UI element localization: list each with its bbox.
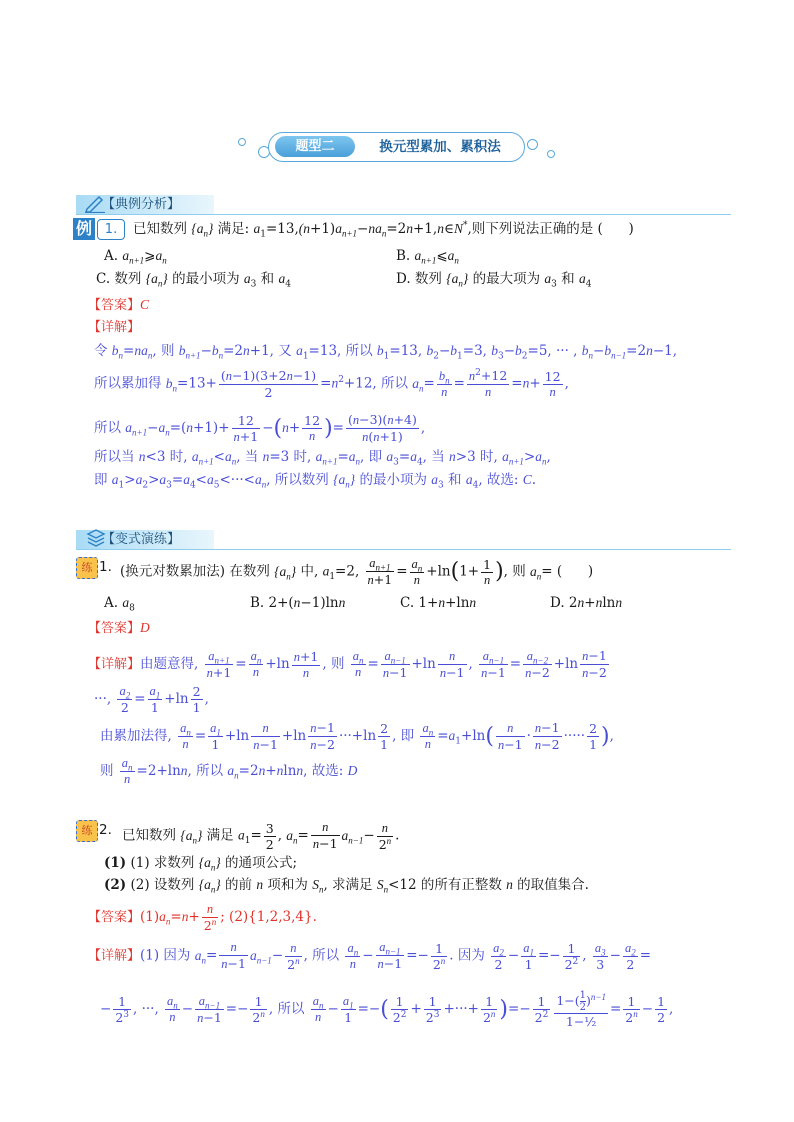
practice1-solution-line3: 由累加法得, $\frac{a_n}{n}$ = $\frac{a_1}{1}$ +ln $\frac{n}{n-1}$ +ln $\frac{n-1}{n-2}$ ···+ln $\frac{2}{1}$ , 即 $\frac{a_n}{n}$ $=a_1+\ln$( $\frac{n}{n-1}$ · $\frac{n-1}{n-2}$ ····· $\frac{2}{1}$ ), [100, 720, 614, 752]
example1-option-c: C. 数列 $\{a_n\}$ 的最小项为 $a_3$ 和 $a_4$ [96, 271, 291, 290]
practice-badge [76, 820, 120, 841]
section-header-text: 【变式演练】 [102, 532, 181, 547]
example1-detail-label: 【详解】 [88, 320, 141, 335]
practice1-option-c: C. 1+n+lnn [400, 595, 477, 611]
section-title-banner [268, 132, 525, 162]
practice1-option-b: B. 2+(n−1)lnn [250, 595, 346, 611]
example1-option-a: A. $a_{n+1}⩾a_n$ [104, 248, 167, 266]
decor-bubble [238, 138, 246, 146]
example-badge-label: 例 [73, 218, 95, 240]
practice1-solution-line2: ···, $\frac{a_2}{2}$ = $\frac{a_1}{1}$ +ln $\frac{2}{1}$ , [94, 684, 209, 715]
example1-stem: 已知数列 $\{a_n\}$ 满足: $a_1=13,(n+1)a_{n+1}-na_n=2n+1,n\in N^*$,则下列说法正确的是 ( ) [133, 220, 634, 240]
practice1-solution-line4: 则 $\frac{a_n}{n}$ =2+lnn, 所以 $a_n=2n+nlnn$, 故选: D [100, 756, 358, 786]
practice2-solution-line2: − $\frac{1}{2^3}$ , ···, $\frac{a_n}{n}$ − $\frac{a_{n-1}}{n-1}$ =− $\frac{1}{2^n}$ , 所以 $\frac{a_n}{n}$ − $\frac{a_1}{1}$ =−( $\frac{1}{2^2}$ + $\frac{1}{2^3}$ +···+ $\frac{1}{2^n}$ )=− $\frac{1}{2^2}$ 1−( $\frac{1}{2}$ )$^{n-1}$ 1−½ = $\frac{1}{2^n}$ − $\frac{1}{2}$ , [100, 990, 674, 1029]
example1-solution-line5: 即 $a_1>a_2>a_3=a_4<a_5<\cdot\cdot\cdot<a_n$, 所以数列 $\{a_n\}$ 的最小项为 $a_3$ 和 $a_4$, 故选: C. [94, 472, 537, 491]
practice-number: 2. [99, 822, 112, 838]
practice-icon: 练 [76, 557, 98, 579]
banner-title: 换元型累加、累积法 [379, 139, 501, 155]
practice2-stem: 已知数列 $\{a_n\}$ 满足 $a_1=$ $\frac{3}{2}$ , $a_n=$ $\frac{n}{n-1}$ $a_{n-1}-$ $\frac{n}{2^n}$ . [122, 820, 400, 852]
practice-number: 1. [99, 559, 112, 575]
banner-label: 题型二 [275, 136, 355, 157]
example1-answer: 【答案】C [88, 297, 150, 313]
example-badge-number: 1. [97, 219, 125, 240]
example-badge [73, 218, 125, 240]
example1-option-b: B. $a_{n+1}⩽a_n$ [396, 248, 459, 266]
example1-solution-line1: 令 $b_n=na_n$, 则 $b_{n+1}-b_n=2n+1$, 又 $a_1=13$, 所以 $b_1=13$, $b_2-b_1=3$, $b_3-b_2=5$, ··· , $b_n-b_{n-1}=2n-1$, [94, 343, 678, 362]
practice1-option-a: A. $a_8$ [104, 595, 135, 614]
example1-solution-line4: 所以当 n<3 时, $a_{n+1}<a_n$, 当 n=3 时, $a_{n+1}=a_n$, 即 $a_3=a_4$, 当 n>3 时, $a_{n+1}>a_n$, [94, 449, 551, 468]
practice-badge [76, 557, 120, 578]
practice2-solution-line1: 【详解】(1) 因为 $a_n=$ $\frac{n}{n-1}$ $a_{n-1}-$ $\frac{n}{2^n}$ , 所以 $\frac{a_n}{n}$ − $\frac{a_{n-1}}{n-1}$ =− $\frac{1}{2^n}$ . 因为 $\frac{a_2}{2}$ − $\frac{a_1}{1}$ =− $\frac{1}{2^2}$ , $\frac{a_3}{3}$ − $\frac{a_2}{2}$ = [88, 940, 651, 972]
decor-bubble [547, 150, 555, 158]
practice2-question1: (1) (1) 求数列 $\{a_n\}$ 的通项公式; [104, 855, 298, 873]
practice1-option-d: D. 2n+nlnn [550, 595, 623, 611]
practice-icon: 练 [76, 820, 98, 842]
example1-solution-line2: 所以累加得 $b_n=13+$ $\frac{(n-1)(3+2n-1)}{2}$ $=n^2+12$, 所以 $a_n=$ $\frac{b_n}{n}$ = $\frac{n^2+12}{n}$ =n+ $\frac{12}{n}$ , [94, 367, 569, 400]
practice2-question2: (2) (2) 设数列 $\{a_n\}$ 的前 n 项和为 $S_n$, 求满足 $S_n<12$ 的所有正整数 n 的取值集合. [104, 877, 589, 895]
section-header-text: 【典例分析】 [102, 197, 181, 212]
practice1-answer: 【答案】D [88, 620, 150, 636]
practice2-answer: 【答案】$(1)a_n=n+$ $\frac{n}{2^n}$ ; (2){1,2,3,4}. [88, 902, 317, 933]
example1-solution-line3: 所以 $a_{n+1}-a_n=(n+1)+$ $\frac{12}{n+1}$ −(n+ $\frac{12}{n}$ )= $\frac{(n-3)(n+4)}{n(n+1)}$ , [94, 412, 426, 444]
practice1-stem: (换元对数累加法) 在数列 $\{a_n\}$ 中, $a_1=2$, $\frac{a_{n+1}}{n+1}$ = $\frac{a_n}{n}$ +ln(1+ $\frac{1}{n}$ ), 则 $a_n=$ ( ) [120, 556, 594, 587]
section-divider [76, 214, 731, 215]
example1-option-d: D. 数列 $\{a_n\}$ 的最大项为 $a_3$ 和 $a_4$ [396, 271, 592, 290]
practice1-solution-line1: 【详解】由题意得, $\frac{a_{n+1}}{n+1}$ = $\frac{a_n}{n}$ +ln $\frac{n+1}{n}$ , 则 $\frac{a_n}{n}$ = $\frac{a_{n-1}}{n-1}$ +ln $\frac{n}{n-1}$ , $\frac{a_{n-1}}{n-1}$ = $\frac{a_{n-2}}{n-2}$ +ln $\frac{n-1}{n-2}$ [88, 648, 607, 680]
layers-icon [86, 528, 106, 548]
pencil-icon [84, 193, 106, 213]
section-divider [76, 549, 731, 550]
decor-bubble [527, 139, 538, 150]
